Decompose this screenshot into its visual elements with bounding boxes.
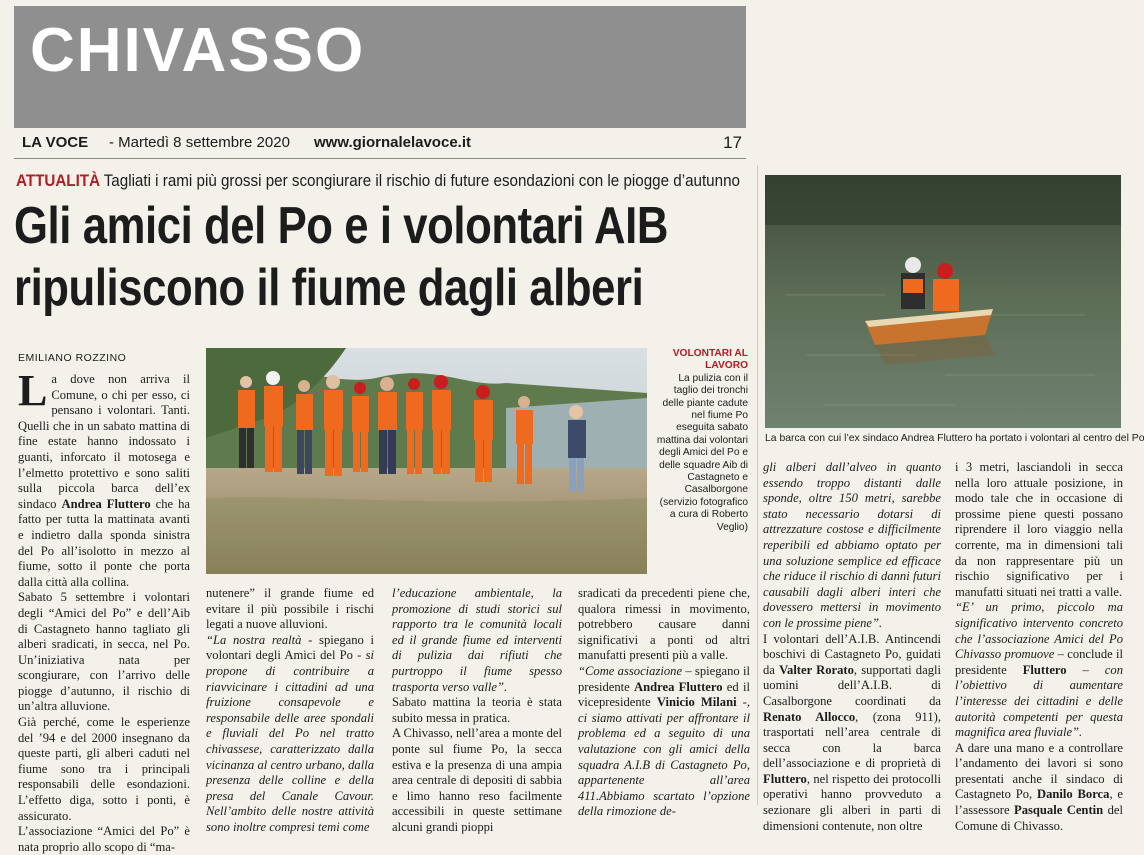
paragraph: sradicati da precedenti piene che, qualora rimessi in movimento, potrebbero causare danni significativi a ponti od altri manufatti presenti più a valle.	[578, 586, 750, 663]
headline-line-2: ripuliscono il fiume dagli alberi	[14, 259, 644, 317]
issue-date: - Martedì 8 settembre 2020	[109, 134, 290, 151]
paragraph: , e l’assessore	[955, 787, 1123, 818]
person-name: Renato Allocco	[763, 709, 856, 724]
paragraph: L’associazione “Amici del Po” è nata proprio allo scopo di “ma-	[18, 824, 190, 854]
headline-line-1: Gli amici del Po e i volontari AIB	[14, 197, 669, 255]
section-title: CHIVASSO	[30, 16, 366, 85]
attribution: ed il vicepresidente	[578, 679, 750, 710]
kicker-text: Tagliati i rami più grossi per scongiurare il rischio di future esondazioni con le piogge d’autunno	[103, 172, 740, 190]
category-label: ATTUALITÀ	[16, 172, 101, 190]
boat-photo	[765, 175, 1121, 428]
quote: “E’ un primo, piccolo ma significativo intervento concreto che l’associazione Amici del Po Chivasso promuove	[955, 600, 1123, 662]
person-name: Andrea Fluttero	[61, 496, 151, 511]
boat-photo-caption: La barca con cui l’ex sindaco Andrea Fluttero ha portato i volontari al centro del Po	[765, 433, 1144, 444]
page-number: 17	[723, 133, 742, 152]
paragraph: A Chivasso, nell’area a monte del ponte sul fiume Po, la secca estiva e la presenza di una ampia area centrale di depositi di sabbia e limo hanno reso facilmente accessibili in queste settimane alcuni grandi pioppi	[392, 726, 562, 834]
drop-cap: L	[18, 366, 48, 415]
quote: si propone di contribuire a riavvicinare i cittadini ad una fruizione consapevole e responsabile delle aree spondali e fluviali del Po nel tratto chivassese, caratterizzato dalla vicinanza al centro urbano, dalla presenza delle colline e della presa del Canale Cavour. Nell’ambito delle nostre attività sono inoltre compresi temi come	[206, 648, 374, 834]
attribution: – spiegano il presidente	[578, 663, 750, 694]
paragraph: , supportati dagli uomini dell’A.I.B. di Casalborgone coordinati da	[763, 662, 941, 708]
person-name: Valter Rorato	[779, 662, 854, 677]
person-name: Danilo Borca	[1037, 787, 1110, 802]
paragraph: a dove non arriva il Comune, o chi per esso, ci pensano i volontari. Tanti. Quelli che in un sabato mattina di fine estate hanno indossato i guanti, inforcato il motosega e l’elmetto protettivo e sono saliti sulla piccola barca dell’ex sindaco	[18, 372, 190, 511]
kicker	[16, 172, 740, 191]
article-column-2	[206, 586, 374, 834]
article-column-4	[578, 586, 750, 819]
boat-photo-illustration	[765, 175, 1121, 428]
paragraph: del Comune di Chivasso.	[955, 803, 1123, 833]
article-column-1	[18, 366, 190, 854]
person-name: Vinicio Milani	[656, 695, 737, 710]
quote: “Come associazione	[578, 663, 683, 678]
sidebar-text: La pulizia con il taglio dei tronchi delle piante cadute nel fiume Po eseguita sabato mattina dai volontari degli Amici del Po e delle squadre Aib di Castagneto e Casalborgone (servizio fotografico a cura di Roberto Veglio)	[656, 372, 748, 533]
volunteers-photo-illustration	[206, 348, 647, 574]
paragraph: Già perché, come le esperienze del ’94 e del 2000 insegnano da queste parti, gli alberi caduti nel fiume sono tra i principali responsabili delle esondazioni. L’effetto diga, sotto i ponti, è assicurato.	[18, 715, 190, 823]
quote: gli alberi dall’alveo in quanto essendo troppo distanti dalle sponde, oltre 150 metri, sarebbe stato necessario dotarsi di attrezzature costose e difficilmente reperibili ed abbiamo optato per una soluzione semplice ed efficace che riduce il rischio di danni futuri causabili dagli alberi interi che dovessero mettersi in movimento con le prossime piene”.	[763, 460, 941, 630]
volunteers-group-photo	[206, 348, 647, 574]
quote: -, ci siamo attivati per affrontare il problema ed a seguito di una valutazione con gli amici della squadra A.I.B di Castagneto Po, appartenente all’area 411.Abbiamo scartato l’opzione della rimozione de-	[578, 695, 750, 819]
attribution: - spiegano i volontari degli Amici del Po -	[206, 632, 374, 663]
article-column-5	[763, 460, 941, 833]
paragraph: i 3 metri, lasciandoli in secca nella loro attuale posizione, in modo tale che in occasione di prossime piene questi possano riprendere il loro viaggio nella corrente, ma in dimensioni tali da non rappresentare più un rischio significativo per i manufatti situati nei tratti a valle.	[955, 460, 1123, 599]
paragraph: , nel rispetto dei protocolli operativi hanno provveduto a sezionare gli alberi in parti di dimensioni contenute, non oltre	[763, 771, 941, 833]
person-name: Fluttero	[763, 771, 807, 786]
person-name: Pasquale Centin	[1014, 803, 1104, 818]
paragraph: Sabato mattina la teoria è stata subito messa in pratica.	[392, 695, 562, 725]
person-name: Andrea Fluttero	[634, 679, 723, 694]
paragraph: I volontari dell’A.I.B. Antincendi boschivi di Castagneto Po, guidati da	[763, 631, 941, 677]
paragraph: nutenere” il grande fiume ed evitare il più possibile i rischi legati a nuove alluvioni.	[206, 586, 374, 632]
person-name: Fluttero	[1022, 662, 1067, 677]
byline: EMILIANO ROZZINO	[18, 352, 127, 364]
attribution: – conclude il presidente	[955, 647, 1123, 677]
quote: – con l’obiettivo di aumentare l’interesse dei cittadini e delle autorità competenti per questa magnifica area fluviale”.	[955, 662, 1123, 740]
paragraph: , (zona 911), trasportati nell’area centrale di secca con la barca dell’associazione e di proprietà di	[763, 709, 941, 771]
website-link[interactable]: www.giornalelavoce.it	[314, 134, 471, 151]
paragraph: Sabato 5 settembre i volontari degli “Amici del Po” e dell’Aib di Castagneto hanno tagliato gli alberi sradicati, in secca, nel Po. Un’iniziativa nata per scongiurare, con l’arrivo delle piogge d’autunno, il rischio di un’altra alluvione.	[18, 590, 190, 714]
newspaper-name: LA VOCE	[22, 134, 89, 151]
article-column-3	[392, 586, 562, 834]
column-divider	[757, 165, 758, 805]
quote: “La nostra realtà	[206, 632, 302, 647]
sidebar-title: VOLONTARI AL LAVORO	[672, 348, 748, 372]
paragraph: A dare una mano e a controllare l’andamento dei lavori si sono presentati anche il sindaco di Castagneto Po,	[955, 740, 1123, 802]
article-column-6	[955, 460, 1123, 833]
photo-sidebar-caption	[652, 348, 748, 548]
quote: l’educazione ambientale, la promozione di studi storici sul rapporto tra le comunità locali ed il grande fiume ed interventi di pulizia dai rifiuti che purtroppo il fiume spesso trasporta verso valle”.	[392, 586, 562, 694]
paragraph: che ha fatto per tutta la mattinata avanti e indietro dalla sponda sinistra del Po all’isolotto in mezzo al fiume, sotto il ponte che porta dalla città alla collina.	[18, 496, 190, 589]
header-strip	[14, 128, 746, 159]
